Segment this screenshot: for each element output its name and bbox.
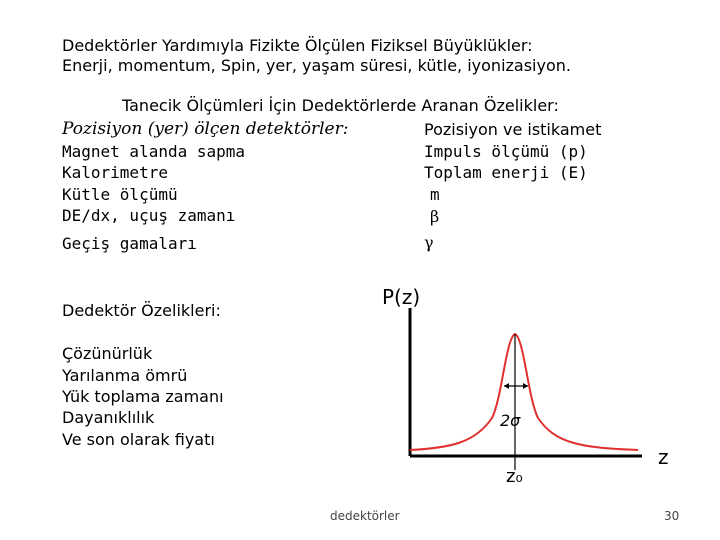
row-right-impuls: Impuls ölçümü (p)	[424, 142, 588, 161]
width-label: 2σ	[500, 411, 521, 430]
props-heading: Dedektör Özelikleri:	[62, 301, 221, 320]
peak-label: z₀	[506, 466, 523, 487]
right-heading: Pozisiyon ve istikamet	[424, 120, 602, 139]
distribution-figure	[380, 278, 680, 493]
y-axis-label: P(z)	[382, 285, 421, 309]
row-right-energy: Toplam enerji (E)	[424, 163, 588, 182]
row-left-kalorimetre: Kalorimetre	[62, 163, 168, 182]
slide-title-line1: Dedektörler Yardımıyla Fizikte Ölçülen Fiziksel Büyüklükler:	[62, 36, 533, 55]
row-left-kutle: Kütle ölçümü	[62, 185, 178, 204]
row-right-beta: β	[430, 207, 440, 226]
row-right-mass: m	[430, 185, 440, 204]
prop-fiyat: Ve son olarak fiyatı	[62, 430, 215, 449]
x-axis-label: z	[658, 445, 669, 469]
left-heading: Pozisiyon (yer) ölçen detektörler:	[62, 119, 349, 139]
distribution-curve	[410, 334, 638, 450]
width-arrow-right-icon	[523, 383, 528, 389]
page-number: 30	[664, 509, 680, 523]
row-right-gamma: γ	[424, 233, 434, 252]
row-left-dedx: DE/dx, uçuş zamanı	[62, 206, 236, 225]
row-left-magnet: Magnet alanda sapma	[62, 142, 246, 161]
prop-yuk-toplama: Yük toplama zamanı	[62, 387, 224, 406]
slide-title-line2: Enerji, momentum, Spin, yer, yaşam süresi, kütle, iyonizasiyon.	[62, 56, 571, 75]
prop-dayaniklilik: Dayanıklılık	[62, 408, 155, 427]
row-left-gecis: Geçiş gamaları	[62, 234, 197, 253]
footer-text: dedektörler	[330, 509, 400, 523]
subtitle: Tanecik Ölçümleri İçin Dedektörlerde Aranan Özelikler:	[122, 96, 559, 115]
width-arrow-left-icon	[504, 383, 509, 389]
prop-yarilanma: Yarılanma ömrü	[62, 366, 188, 385]
prop-cozunurluk: Çözünürlük	[62, 344, 153, 363]
